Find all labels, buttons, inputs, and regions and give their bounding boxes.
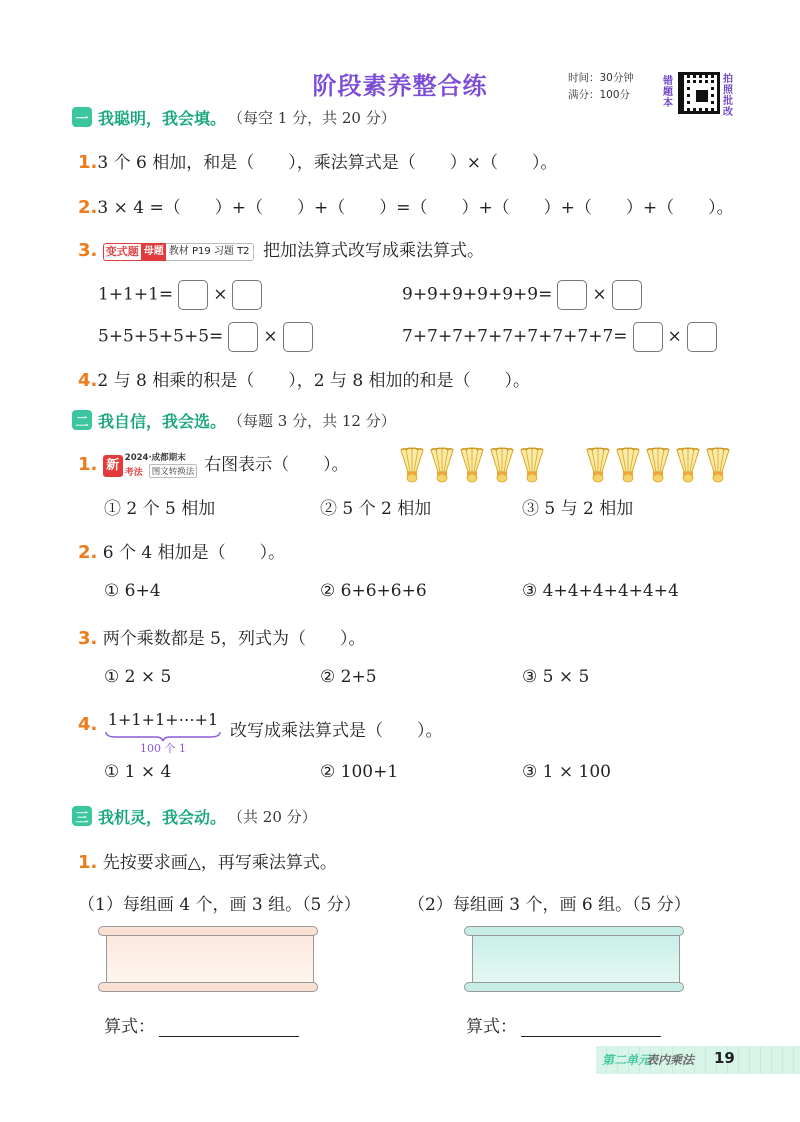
- conversion-row-2-right: 7+7+7+7+7+7+7+7+7= ×: [402, 322, 722, 352]
- question-number: 1.: [78, 852, 98, 873]
- page-title: 阶段素养整合练: [312, 72, 488, 100]
- section-3-note: （共 20 分）: [228, 807, 317, 826]
- question-text: 右图表示（ ）。: [204, 455, 349, 475]
- footer-unit: 第二单元: [602, 1053, 651, 1067]
- answer-box[interactable]: [557, 280, 587, 310]
- question-number: 1.: [78, 454, 98, 475]
- option-2-1-a[interactable]: ① 2 个 5 相加: [104, 499, 216, 519]
- conversion-row-1-right: 9+9+9+9+9+9= ×: [402, 280, 647, 310]
- shuttlecock-icon: [644, 446, 672, 484]
- option-2-2-a[interactable]: ① 6+4: [104, 581, 161, 601]
- question-2-2: [78, 538, 285, 563]
- section-3-header: [72, 803, 317, 829]
- brace-expression: [104, 710, 222, 756]
- section-1-note: （每空 1 分，共 20 分）: [228, 108, 396, 127]
- question-text: 先按要求画△，再写乘法算式。: [102, 853, 337, 873]
- section-1-badge: 一: [72, 107, 92, 127]
- option-2-4-a[interactable]: ① 1 × 4: [104, 762, 172, 782]
- question-number: 4.: [78, 714, 98, 735]
- question-2-1: [78, 450, 349, 481]
- answer-box[interactable]: [178, 280, 208, 310]
- drawing-area-2[interactable]: [464, 926, 684, 992]
- formula-answer-line[interactable]: [521, 1017, 661, 1037]
- option-2-1-c[interactable]: ③ 5 与 2 相加: [522, 499, 634, 519]
- brace-label: 100 个 1: [140, 742, 186, 755]
- section-1-heading: 我聪明，我会填。: [98, 108, 227, 128]
- question-2-4-text: 改写成乘法算式是（ ）。: [230, 721, 443, 741]
- question-2-3: [78, 624, 366, 649]
- question-3-1: [78, 848, 337, 873]
- shuttlecock-icon: [428, 446, 456, 484]
- question-number: 3.: [78, 628, 98, 649]
- option-2-3-a[interactable]: ① 2 × 5: [104, 667, 172, 687]
- question-text: 2 与 8 相乘的积是（ ），2 与 8 相加的和是（ ）。: [97, 371, 531, 391]
- question-1-4: [78, 366, 530, 391]
- shuttlecock-icon: [674, 446, 702, 484]
- shuttlecock-group-a: [398, 446, 546, 486]
- question-number: 2.: [78, 542, 98, 563]
- section-2-note: （每题 3 分，共 12 分）: [228, 411, 396, 430]
- question-text: 把加法算式改写成乘法算式。: [262, 241, 484, 261]
- option-2-4-b[interactable]: ② 100+1: [320, 762, 399, 782]
- option-2-3-b[interactable]: ② 2+5: [320, 667, 377, 687]
- time-limit: 时间：30分钟: [568, 72, 634, 84]
- section-2-heading: 我自信，我会选。: [98, 411, 227, 431]
- question-2-4: [78, 714, 97, 735]
- page-number: 19: [714, 1049, 735, 1067]
- question-text: 3 个 6 相加，和是（ ），乘法算式是（ ）×（ ）。: [97, 153, 558, 173]
- question-3-1-part-2: （2）每组画 3 个，画 6 组。（5 分）: [408, 895, 691, 915]
- question-text: 6 个 4 相加是（ ）。: [102, 543, 286, 563]
- conversion-row-1-left: 1+1+1= ×: [98, 280, 267, 310]
- option-2-1-b[interactable]: ② 5 个 2 相加: [320, 499, 432, 519]
- question-number: 4.: [78, 370, 98, 391]
- shuttlecock-icon: [584, 446, 612, 484]
- section-2-header: [72, 407, 396, 433]
- footer-band: [596, 1046, 800, 1074]
- shuttlecock-icon: [614, 446, 642, 484]
- question-text: 3 × 4 =（ ）+（ ）+（ ）=（ ）+（ ）+（ ）+（ ）。: [97, 198, 734, 218]
- question-number: 2.: [78, 197, 98, 218]
- shuttlecock-icon: [704, 446, 732, 484]
- shuttlecock-group-b: [584, 446, 732, 486]
- full-score: 满分：100分: [568, 89, 631, 101]
- new-exam-tag: 新 2024·成都期末 考法 图文转换法: [103, 451, 195, 481]
- option-2-3-c[interactable]: ③ 5 × 5: [522, 667, 590, 687]
- photo-grading-label: 拍照批改: [723, 74, 733, 118]
- shuttlecock-icon: [518, 446, 546, 484]
- question-number: 3.: [78, 240, 98, 261]
- shuttlecock-icon: [488, 446, 516, 484]
- option-2-4-c[interactable]: ③ 1 × 100: [522, 762, 611, 782]
- question-text: 两个乘数都是 5，列式为（ ）。: [102, 629, 366, 649]
- variant-tag: 变式题 母题 教材 P19 习题 T2: [103, 242, 254, 262]
- question-1-3: [78, 236, 484, 262]
- question-3-1-part-1: （1）每组画 4 个，画 3 组。（5 分）: [78, 895, 361, 915]
- qr-code-icon[interactable]: [678, 72, 720, 114]
- formula-line-1: 算式：: [104, 1012, 299, 1037]
- conversion-row-2-left: 5+5+5+5+5= ×: [98, 322, 318, 352]
- shuttlecock-icon: [398, 446, 426, 484]
- answer-box[interactable]: [283, 322, 313, 352]
- question-1-1: [78, 148, 557, 173]
- question-1-2: [78, 193, 734, 218]
- shuttlecock-icon: [458, 446, 486, 484]
- answer-box[interactable]: [687, 322, 717, 352]
- drawing-area-1[interactable]: [98, 926, 318, 992]
- section-3-badge: 三: [72, 806, 92, 826]
- section-1-header: [72, 104, 396, 130]
- section-2-badge: 二: [72, 410, 92, 430]
- question-number: 1.: [78, 152, 98, 173]
- answer-box[interactable]: [612, 280, 642, 310]
- answer-box[interactable]: [228, 322, 258, 352]
- answer-box[interactable]: [232, 280, 262, 310]
- section-3-heading: 我机灵，我会动。: [98, 807, 227, 827]
- expression-text: 1+1+1+⋯+1: [107, 710, 219, 729]
- answer-box[interactable]: [633, 322, 663, 352]
- error-book-label: 错题本: [663, 76, 673, 109]
- option-2-2-c[interactable]: ③ 4+4+4+4+4+4: [522, 581, 679, 601]
- footer-topic: 表内乘法: [646, 1053, 695, 1067]
- option-2-2-b[interactable]: ② 6+6+6+6: [320, 581, 427, 601]
- formula-line-2: 算式：: [466, 1012, 661, 1037]
- formula-answer-line[interactable]: [159, 1017, 299, 1037]
